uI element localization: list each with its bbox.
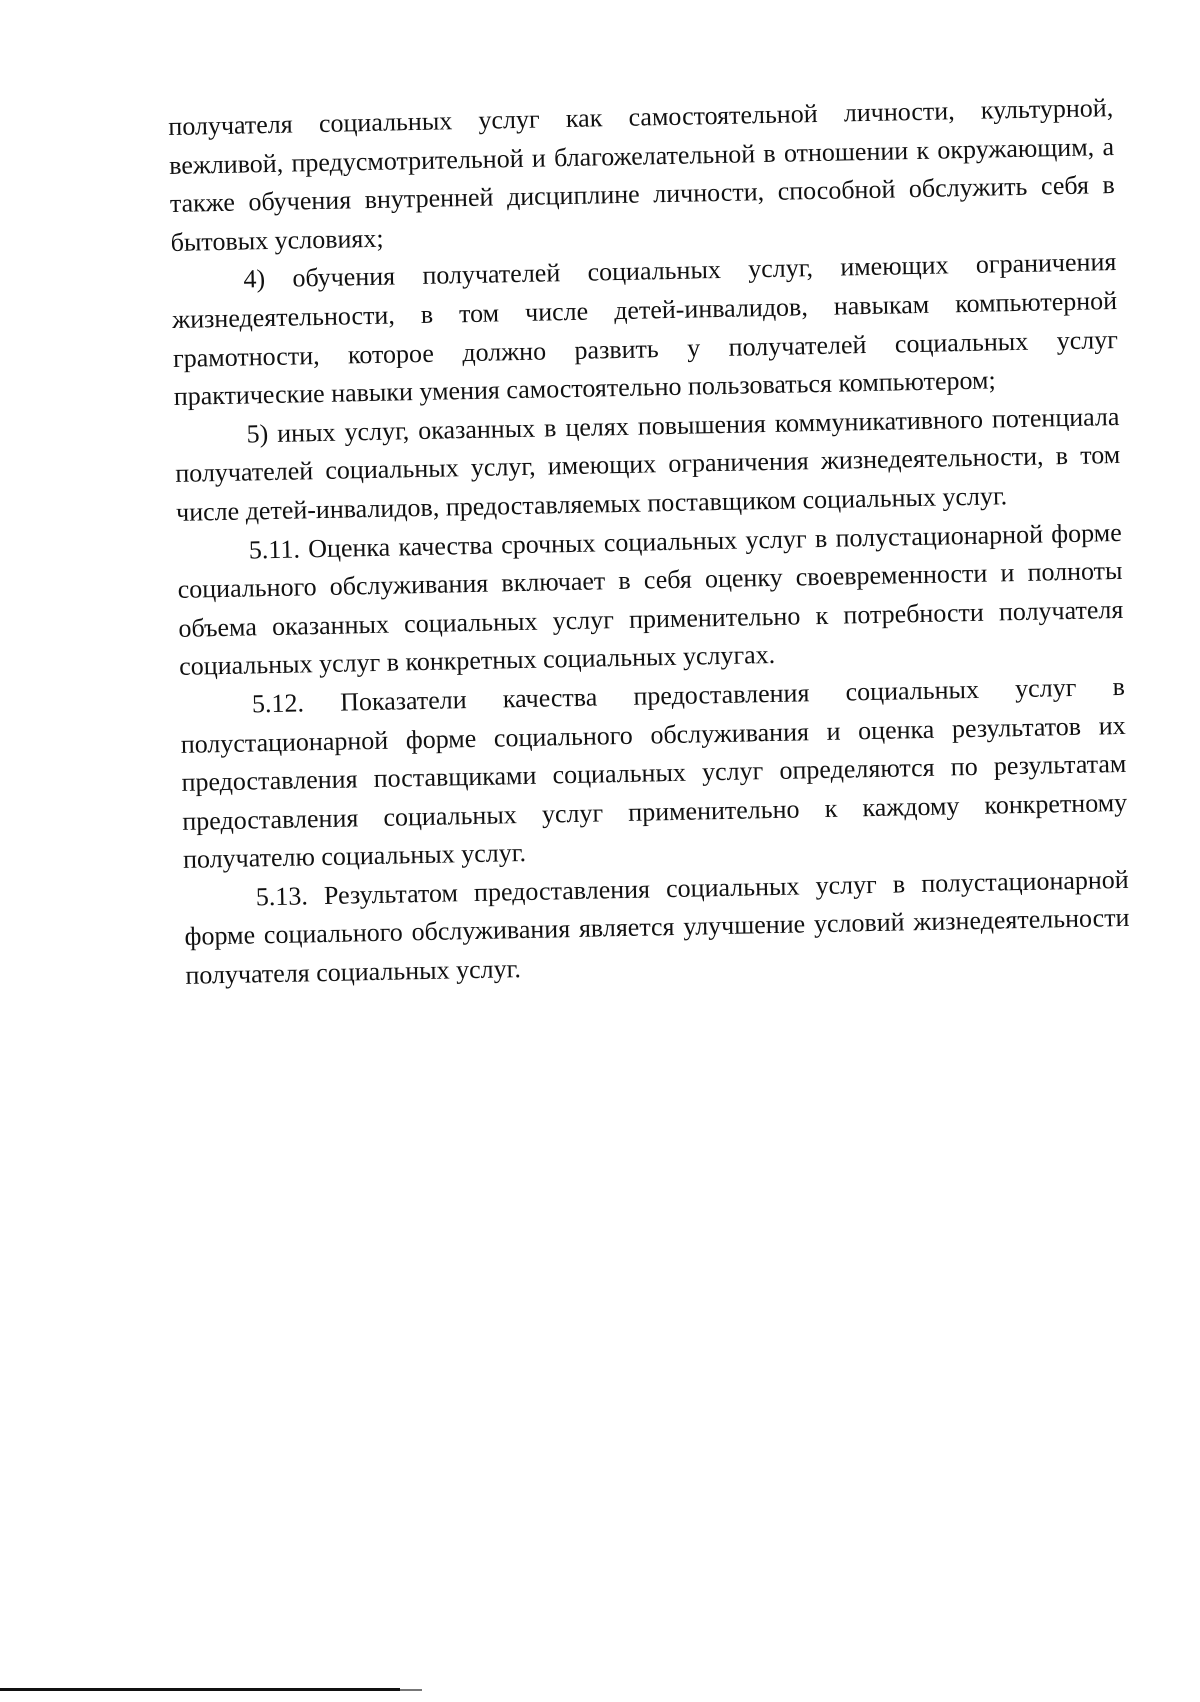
- paragraph-5-12: 5.12. Показатели качества предоставления социальных услуг в полустационарной форме социального обслуживания и оценка результатов их предоставления поставщиками социальных услуг определяются по результатам предоставления социальных услуг применительно к каждому конкретному получателю социальных услуг.: [180, 671, 1128, 875]
- document-body: [168, 89, 1131, 995]
- scan-edge-line: [0, 1688, 400, 1691]
- paragraph-continuation: получателя социальных услуг как самостоятельной личности, культурной, вежливой, предусмотрительной и благожелательной в отношении к окружающим, а также обучения внутренней дисциплине личности, способной обслужить себя в бытовых условиях;: [168, 93, 1116, 257]
- paragraph-5-11: 5.11. Оценка качества срочных социальных услуг в полустационарной форме социального обслуживания включает в себя оценку своевременности и полноты объема оказанных социальных услуг применительно к потребности получателя социальных услуг в конкретных социальных услугах.: [177, 517, 1124, 682]
- scan-edge-line-tail: [400, 1689, 422, 1691]
- paragraph-item-5: 5) иных услуг, оказанных в целях повышения коммуникативного потенциала получателей социальных услуг, имеющих ограничения жизнедеятельности, в том числе детей-инвалидов, предоставляемых поставщиком социальных услуг.: [175, 401, 1121, 527]
- paragraph-5-13: 5.13. Результатом предоставления социальных услуг в полустационарной форме социального обслуживания является улучшение условий жизнедеятельности получателя социальных услуг.: [184, 864, 1130, 990]
- paragraph-item-4: 4) обучения получателей социальных услуг, имеющих ограничения жизнедеятельности, в том числе детей-инвалидов, навыкам компьютерной грамотности, которое должно развить у получателей социальных услуг практические навыки умения самостоятельно пользоваться компьютером;: [171, 247, 1119, 412]
